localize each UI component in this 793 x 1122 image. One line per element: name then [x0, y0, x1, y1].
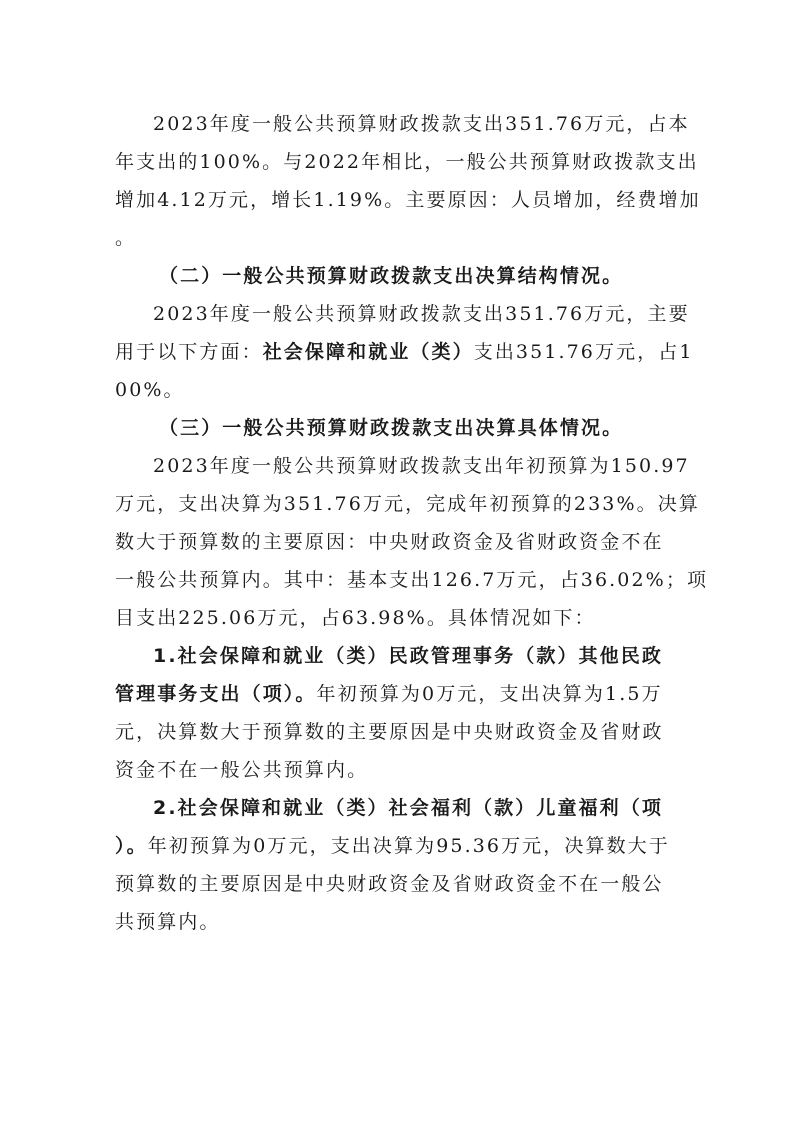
paragraph-line: 元，决算数大于预算数的主要原因是中央财政资金及省财政 [115, 721, 664, 743]
paragraph-line: 年支出的100%。与2022年相比，一般公共预算财政拨款支出 [115, 151, 699, 173]
bold-text-run: ）。 [115, 835, 148, 857]
paragraph-line: 。 [115, 227, 137, 249]
item-1-heading: 1.社会保障和就业（类）民政管理事务（款）其他民政 [153, 645, 663, 667]
text-run: 年初预算为0万元，支出决算为95.36万元，决算数大于 [147, 835, 670, 857]
paragraph-line: 2023年度一般公共预算财政拨款支出351.76万元，占本 [153, 113, 690, 135]
section-heading-3: （三）一般公共预算财政拨款支出决算具体情况。 [159, 417, 624, 439]
paragraph-line: 2023年度一般公共预算财政拨款支出351.76万元，主要 [153, 303, 690, 325]
paragraph-line: 目支出225.06万元，占63.98%。具体情况如下： [115, 607, 596, 629]
paragraph-line: 万元，支出决算为351.76万元，完成年初预算的233%。决算 [115, 493, 700, 515]
section-heading-2: （二）一般公共预算财政拨款支出决算结构情况。 [159, 265, 624, 287]
paragraph-line [115, 333, 694, 371]
paragraph-line [115, 827, 685, 865]
paragraph-line: 一般公共预算内。其中：基本支出126.7万元，占36.02%；项 [115, 569, 709, 591]
paragraph-line: 共预算内。 [115, 911, 221, 933]
item-2-heading: 2.社会保障和就业（类）社会福利（款）儿童福利（项 [153, 797, 663, 819]
bold-text-run: 管理事务支出（项）。 [115, 683, 317, 705]
document-page [115, 105, 709, 941]
paragraph-line [115, 675, 685, 713]
paragraph-line: 预算数的主要原因是中央财政资金及省财政资金不在一般公 [115, 873, 664, 895]
paragraph-line: 资金不在一般公共预算内。 [115, 759, 369, 781]
paragraph-line: 00%。 [115, 379, 185, 401]
paragraph-line: 增加4.12万元，增长1.19%。主要原因：人员增加，经费增加 [115, 189, 701, 211]
paragraph-line: 2023年度一般公共预算财政拨款支出年初预算为150.97 [153, 455, 690, 477]
text-run: 支出351.76万元，占1 [473, 341, 694, 363]
bold-text-run: 社会保障和就业（类） [262, 341, 474, 363]
text-run: 年初预算为0万元，支出决算为1.5万 [316, 683, 663, 705]
paragraph-line: 数大于预算数的主要原因：中央财政资金及省财政资金不在 [115, 531, 664, 553]
text-run: 用于以下方面： [115, 341, 263, 363]
